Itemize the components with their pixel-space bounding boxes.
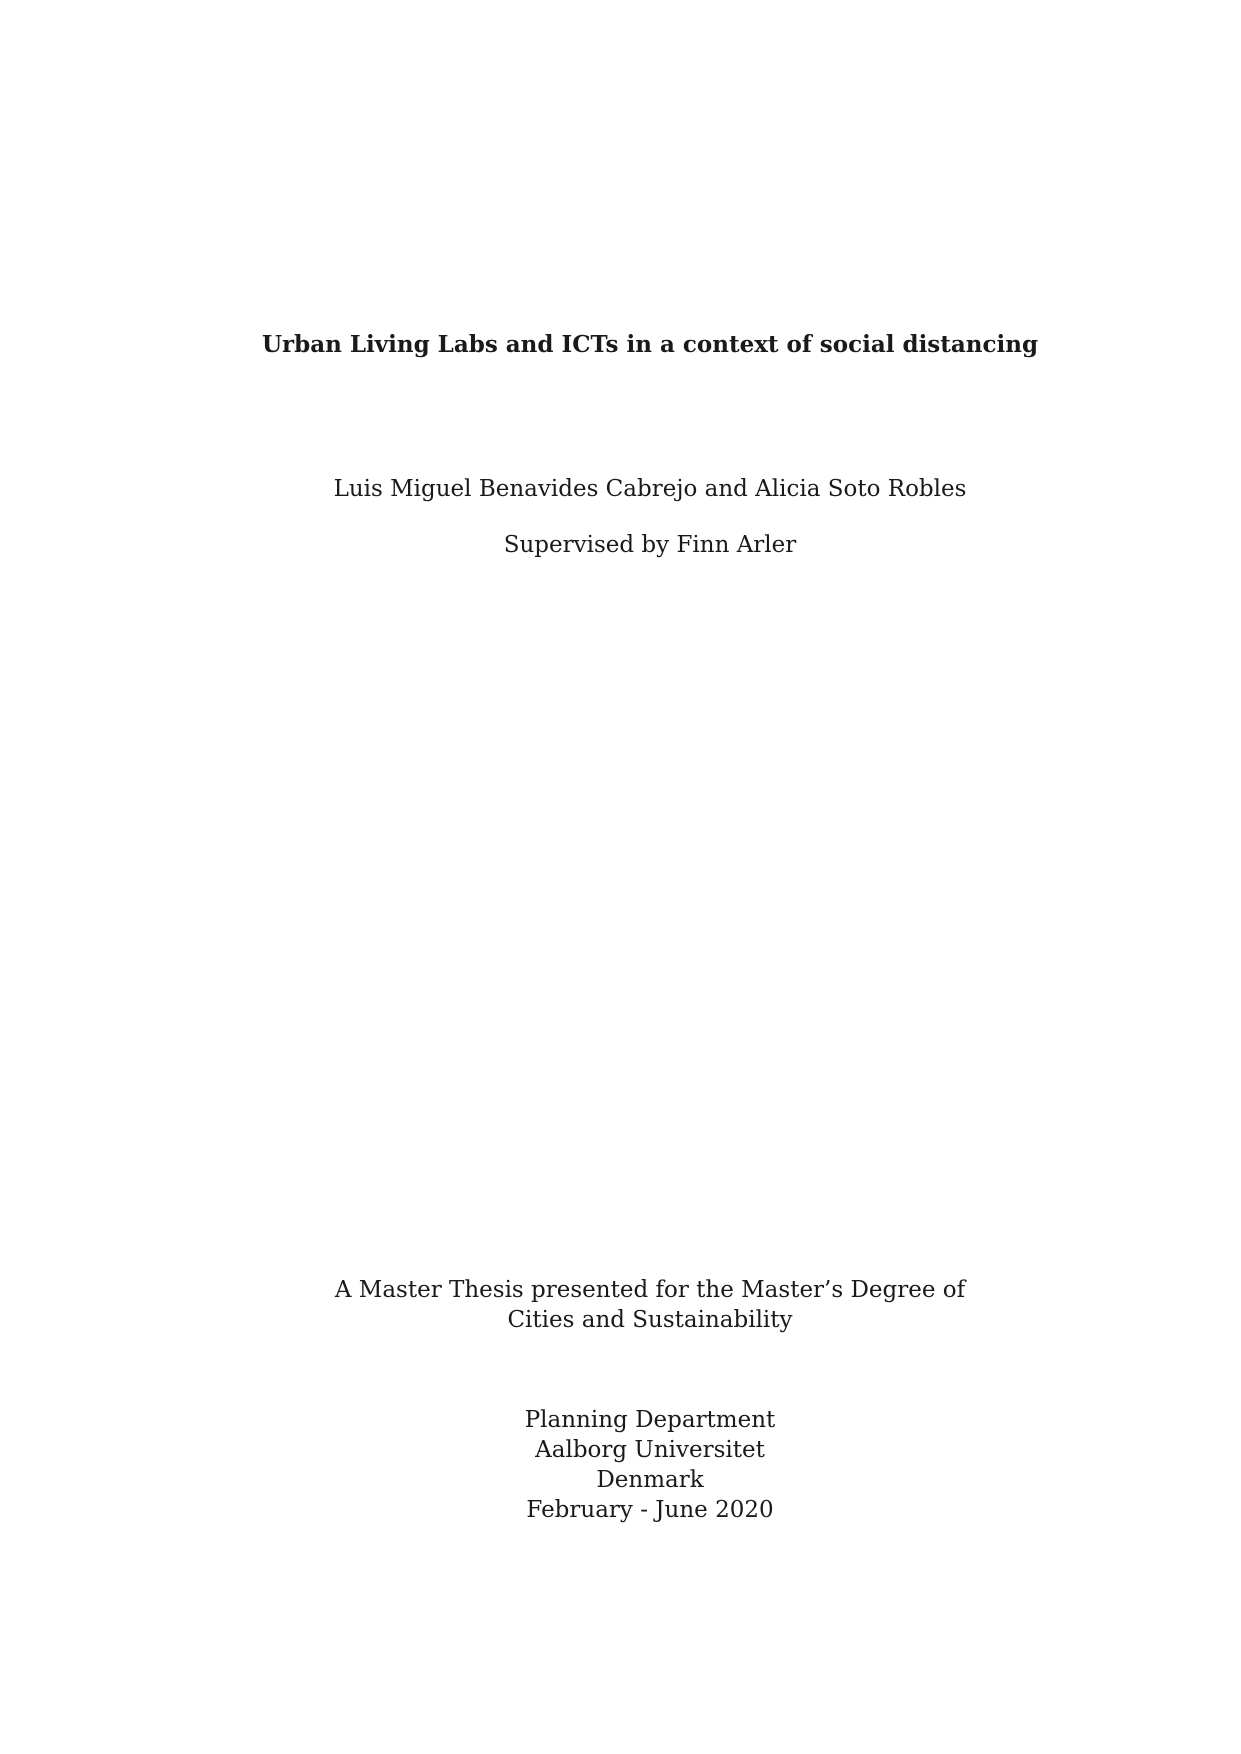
thesis-statement <box>0 1275 1241 1335</box>
university: Aalborg Universitet <box>535 1437 765 1463</box>
date-range: February - June 2020 <box>526 1497 774 1523</box>
thesis-statement-line: Cities and Sustainability <box>507 1307 793 1333</box>
document-title: Urban Living Labs and ICTs in a context of social distancing <box>261 331 1039 358</box>
department: Planning Department <box>524 1407 776 1433</box>
authors: Luis Miguel Benavides Cabrejo and Alicia Soto Robles <box>333 476 967 502</box>
institution-block <box>0 1405 1241 1525</box>
country: Denmark <box>596 1467 704 1493</box>
thesis-statement-line: A Master Thesis presented for the Master’s Degree of <box>334 1277 966 1303</box>
supervisor: Supervised by Finn Arler <box>503 532 797 558</box>
